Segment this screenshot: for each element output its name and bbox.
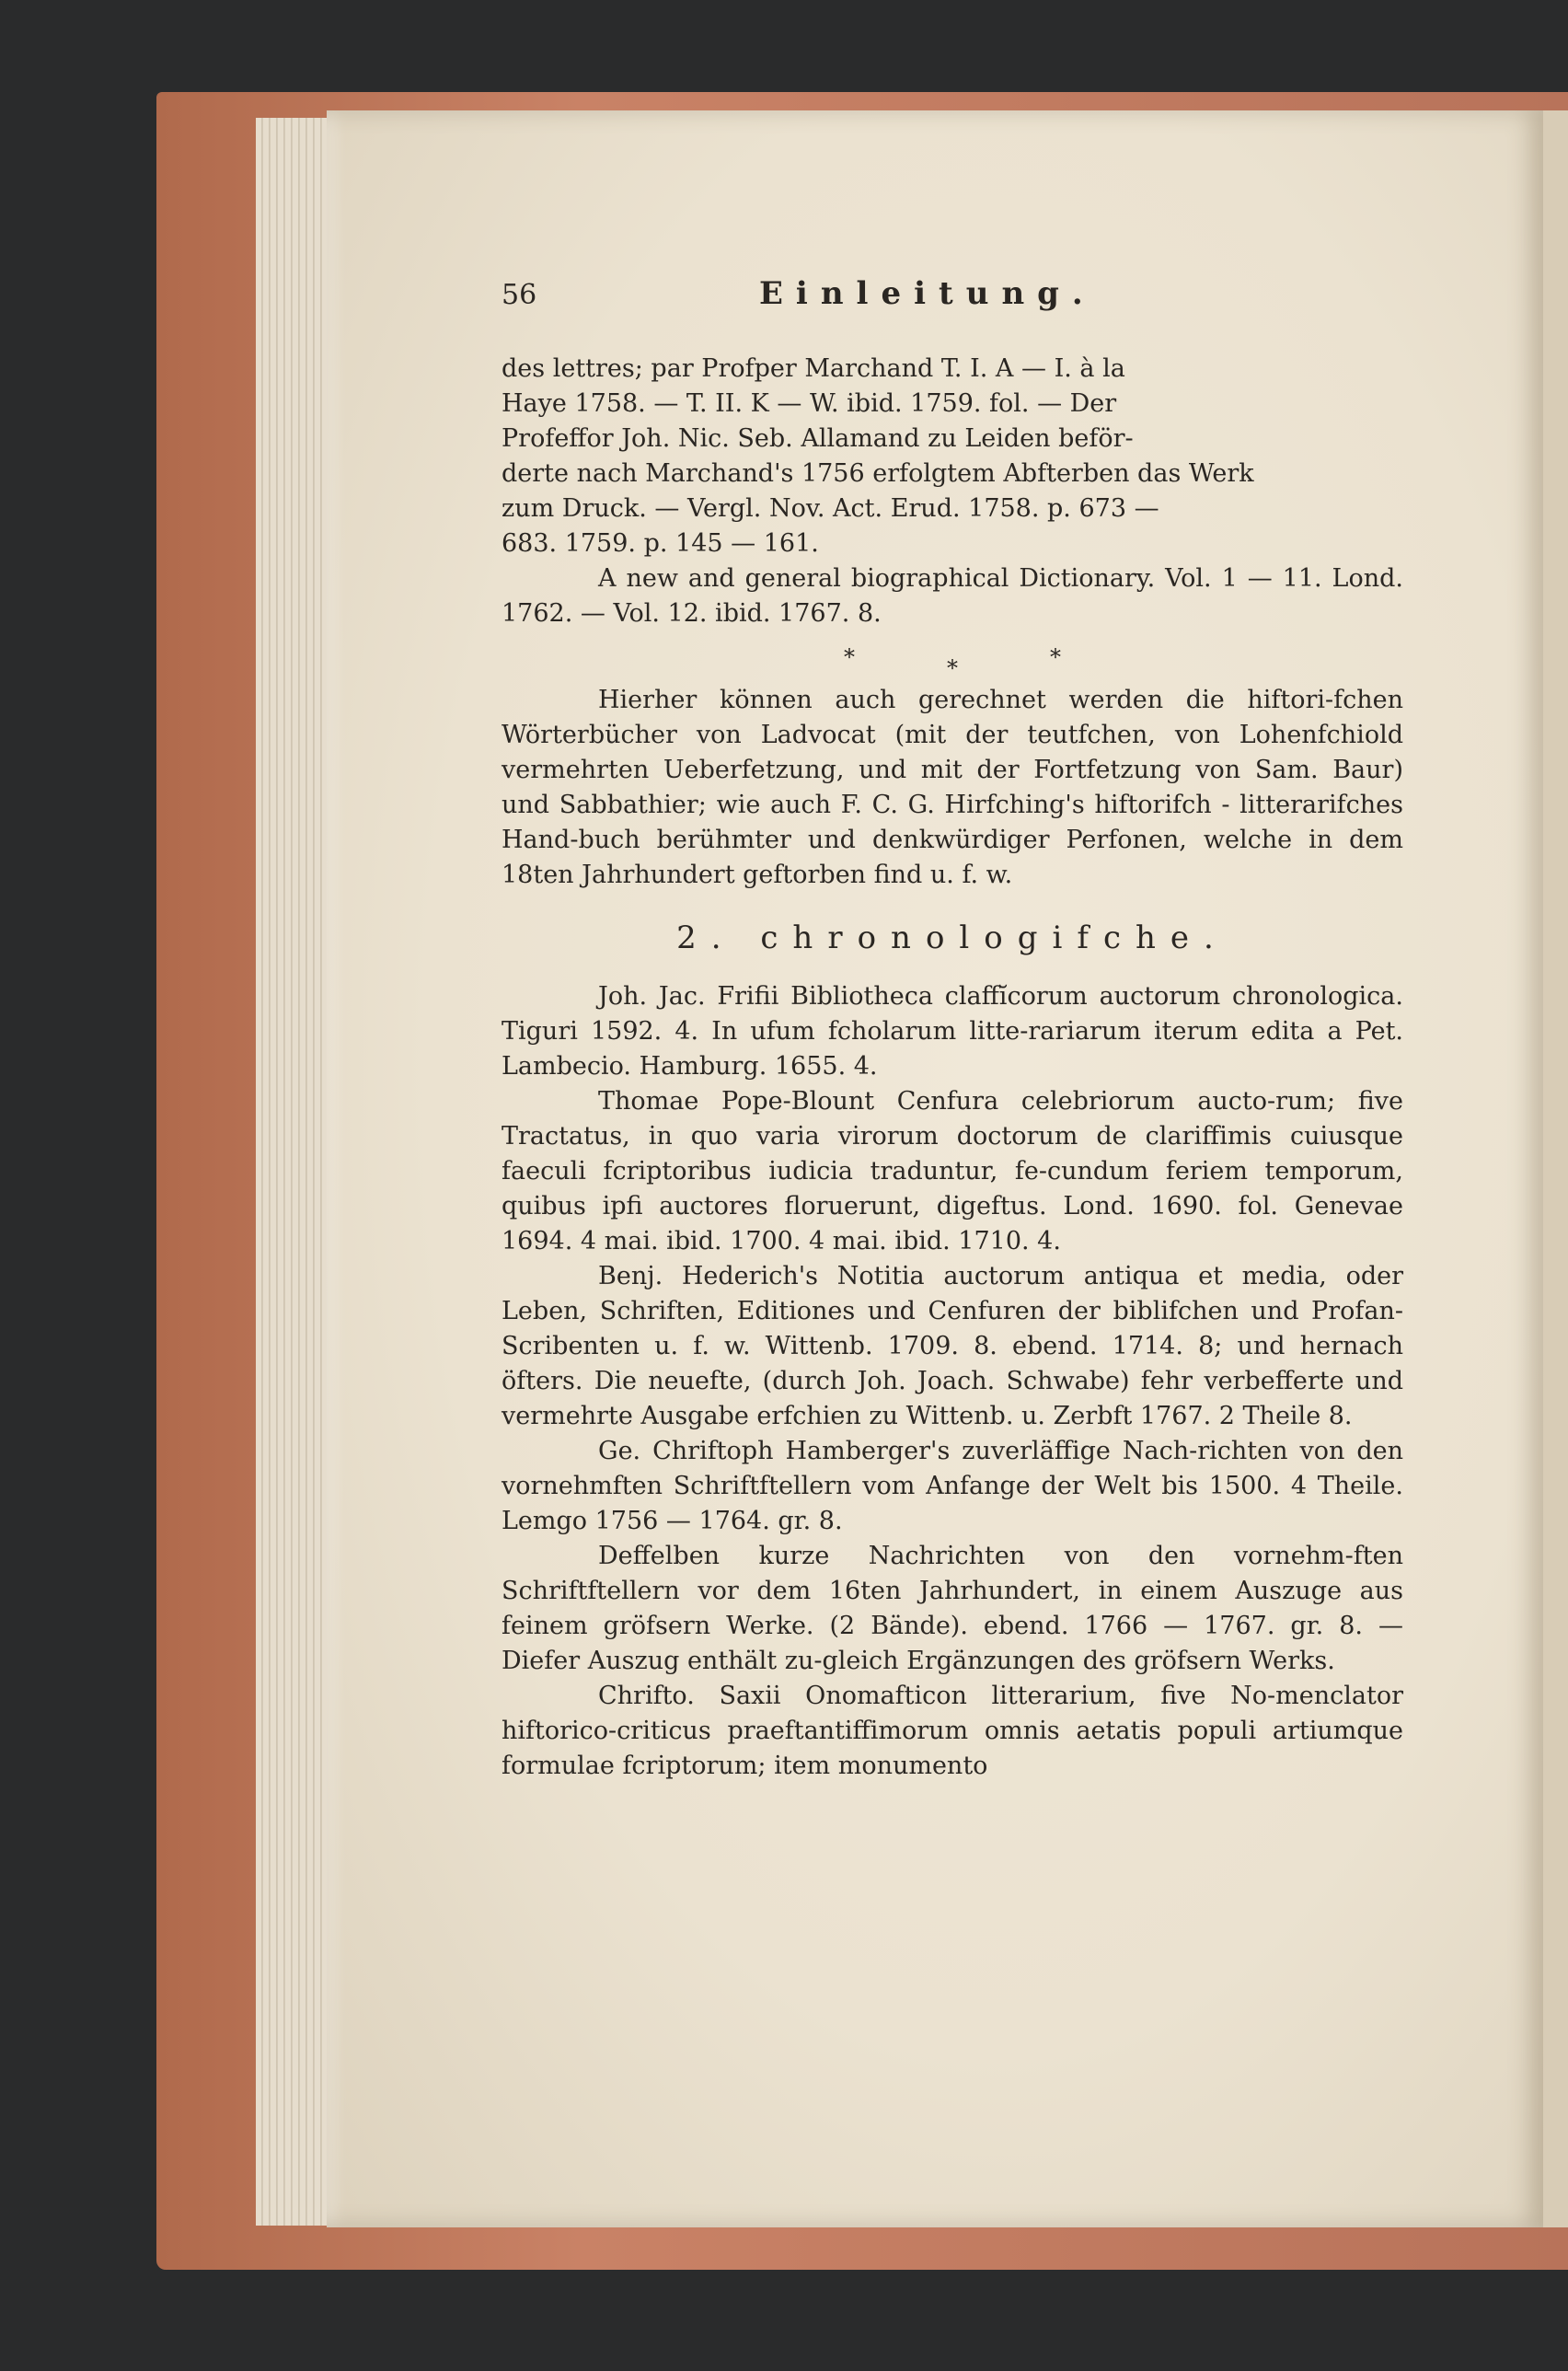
ornament-star: * — [1050, 644, 1061, 670]
intro-line: Haye 1758. — T. II. K — W. ibid. 1759. fol. — Der — [502, 389, 1117, 418]
ornament-stars — [502, 631, 1403, 683]
entry-dictionary: A new and general biographical Dictionary. Vol. 1 — 11. Lond. 1762. — Vol. 12. ibid. 1767. 8. — [502, 564, 1403, 628]
ornament-star: * — [844, 644, 855, 670]
bibliography-entry: Benj. Hederich's Notitia auctorum antiqua et media, oder Leben, Schriften, Editiones und Cenfuren der biblifchen und Profan-Scribenten u. f. w. Wittenb. 1709. 8. ebend. 1714. 8; und hernach öfters. Die neuefte, (durch Joh. Joach. Schwabe) fehr verbefferte und vermehrte Ausgabe erfchien zu Wittenb. u. Zerbft 1767. 2 Theile 8. — [502, 1262, 1403, 1430]
intro-line: derte nach Marchand's 1756 erfolgtem Abfterben das Werk — [502, 459, 1254, 488]
intro-line: 683. 1759. p. 145 — 161. — [502, 529, 819, 558]
book-page — [327, 110, 1543, 2227]
intro-line: zum Druck. — Vergl. Nov. Act. Erud. 1758. p. 673 — — [502, 494, 1159, 523]
page-header — [502, 276, 1403, 341]
intro-line: des lettres; par Profper Marchand T. I. A — I. à la — [502, 354, 1125, 383]
bibliography-entry: Ge. Chriftoph Hamberger's zuverläffige Nach-richten von den vornehmften Schriftftellern vom Anfange der Welt bis 1500. 4 Theile. Lemgo 1756 — 1764. gr. 8. — [502, 1437, 1403, 1535]
bibliography-entry: Thomae Pope-Blount Cenfura celebriorum aucto-rum; five Tractatus, in quo varia virorum doctorum de clariffimis cuiusque faeculi fcriptoribus iudicia traduntur, fe-cundum feriem temporum, quibus ipfi auctores floruerunt, digeftus. Lond. 1690. fol. Genevae 1694. 4 mai. ibid. 1700. 4 mai. ibid. 1710. 4. — [502, 1087, 1403, 1255]
page-text — [502, 276, 1403, 1784]
bibliography-entry: Joh. Jac. Frifii Bibliotheca claffĭcorum auctorum chronologica. Tiguri 1592. 4. In ufum fcholarum litte-rariarum iterum edita a Pet. Lambecio. Hamburg. 1655. 4. — [502, 982, 1403, 1081]
paragraph-hierher: Hierher können auch gerechnet werden die hiftori-fchen Wörterbücher von Ladvocat (mit der teutfchen, von Lohenfchiold vermehrten Ueberfetzung, und mit der Fortfetzung von Sam. Baur) und Sabbathier; wie auch F. C. G. Hirfching's hiftorifch - litterarifches Hand-buch berühmter und denkwürdiger Perfonen, welche in dem 18ten Jahrhundert geftorben find u. f. w. — [502, 686, 1403, 889]
page-number: 56 — [502, 279, 537, 311]
intro-line: Profeffor Joh. Nic. Seb. Allamand zu Leiden beför- — [502, 424, 1134, 453]
section-heading: 2. chronologifche. — [676, 919, 1228, 956]
bibliography-entry: Chrifto. Saxii Onomafticon litterarium, five No-menclator hiftorico-criticus praeftantiffimorum omnis aetatis populi artiumque formulae fcriptorum; item monumento — [502, 1682, 1403, 1780]
bibliography-entry: Deffelben kurze Nachrichten von den vornehm-ften Schriftftellern vor dem 16ten Jahrhundert, in einem Auszuge aus feinem gröfsern Werke. (2 Bände). ebend. 1766 — 1767. gr. 8. — Diefer Auszug enthält zu-gleich Ergänzungen des gröfsern Werks. — [502, 1542, 1403, 1675]
running-title: Einleitung. — [759, 275, 1096, 312]
ornament-star: * — [947, 655, 958, 681]
